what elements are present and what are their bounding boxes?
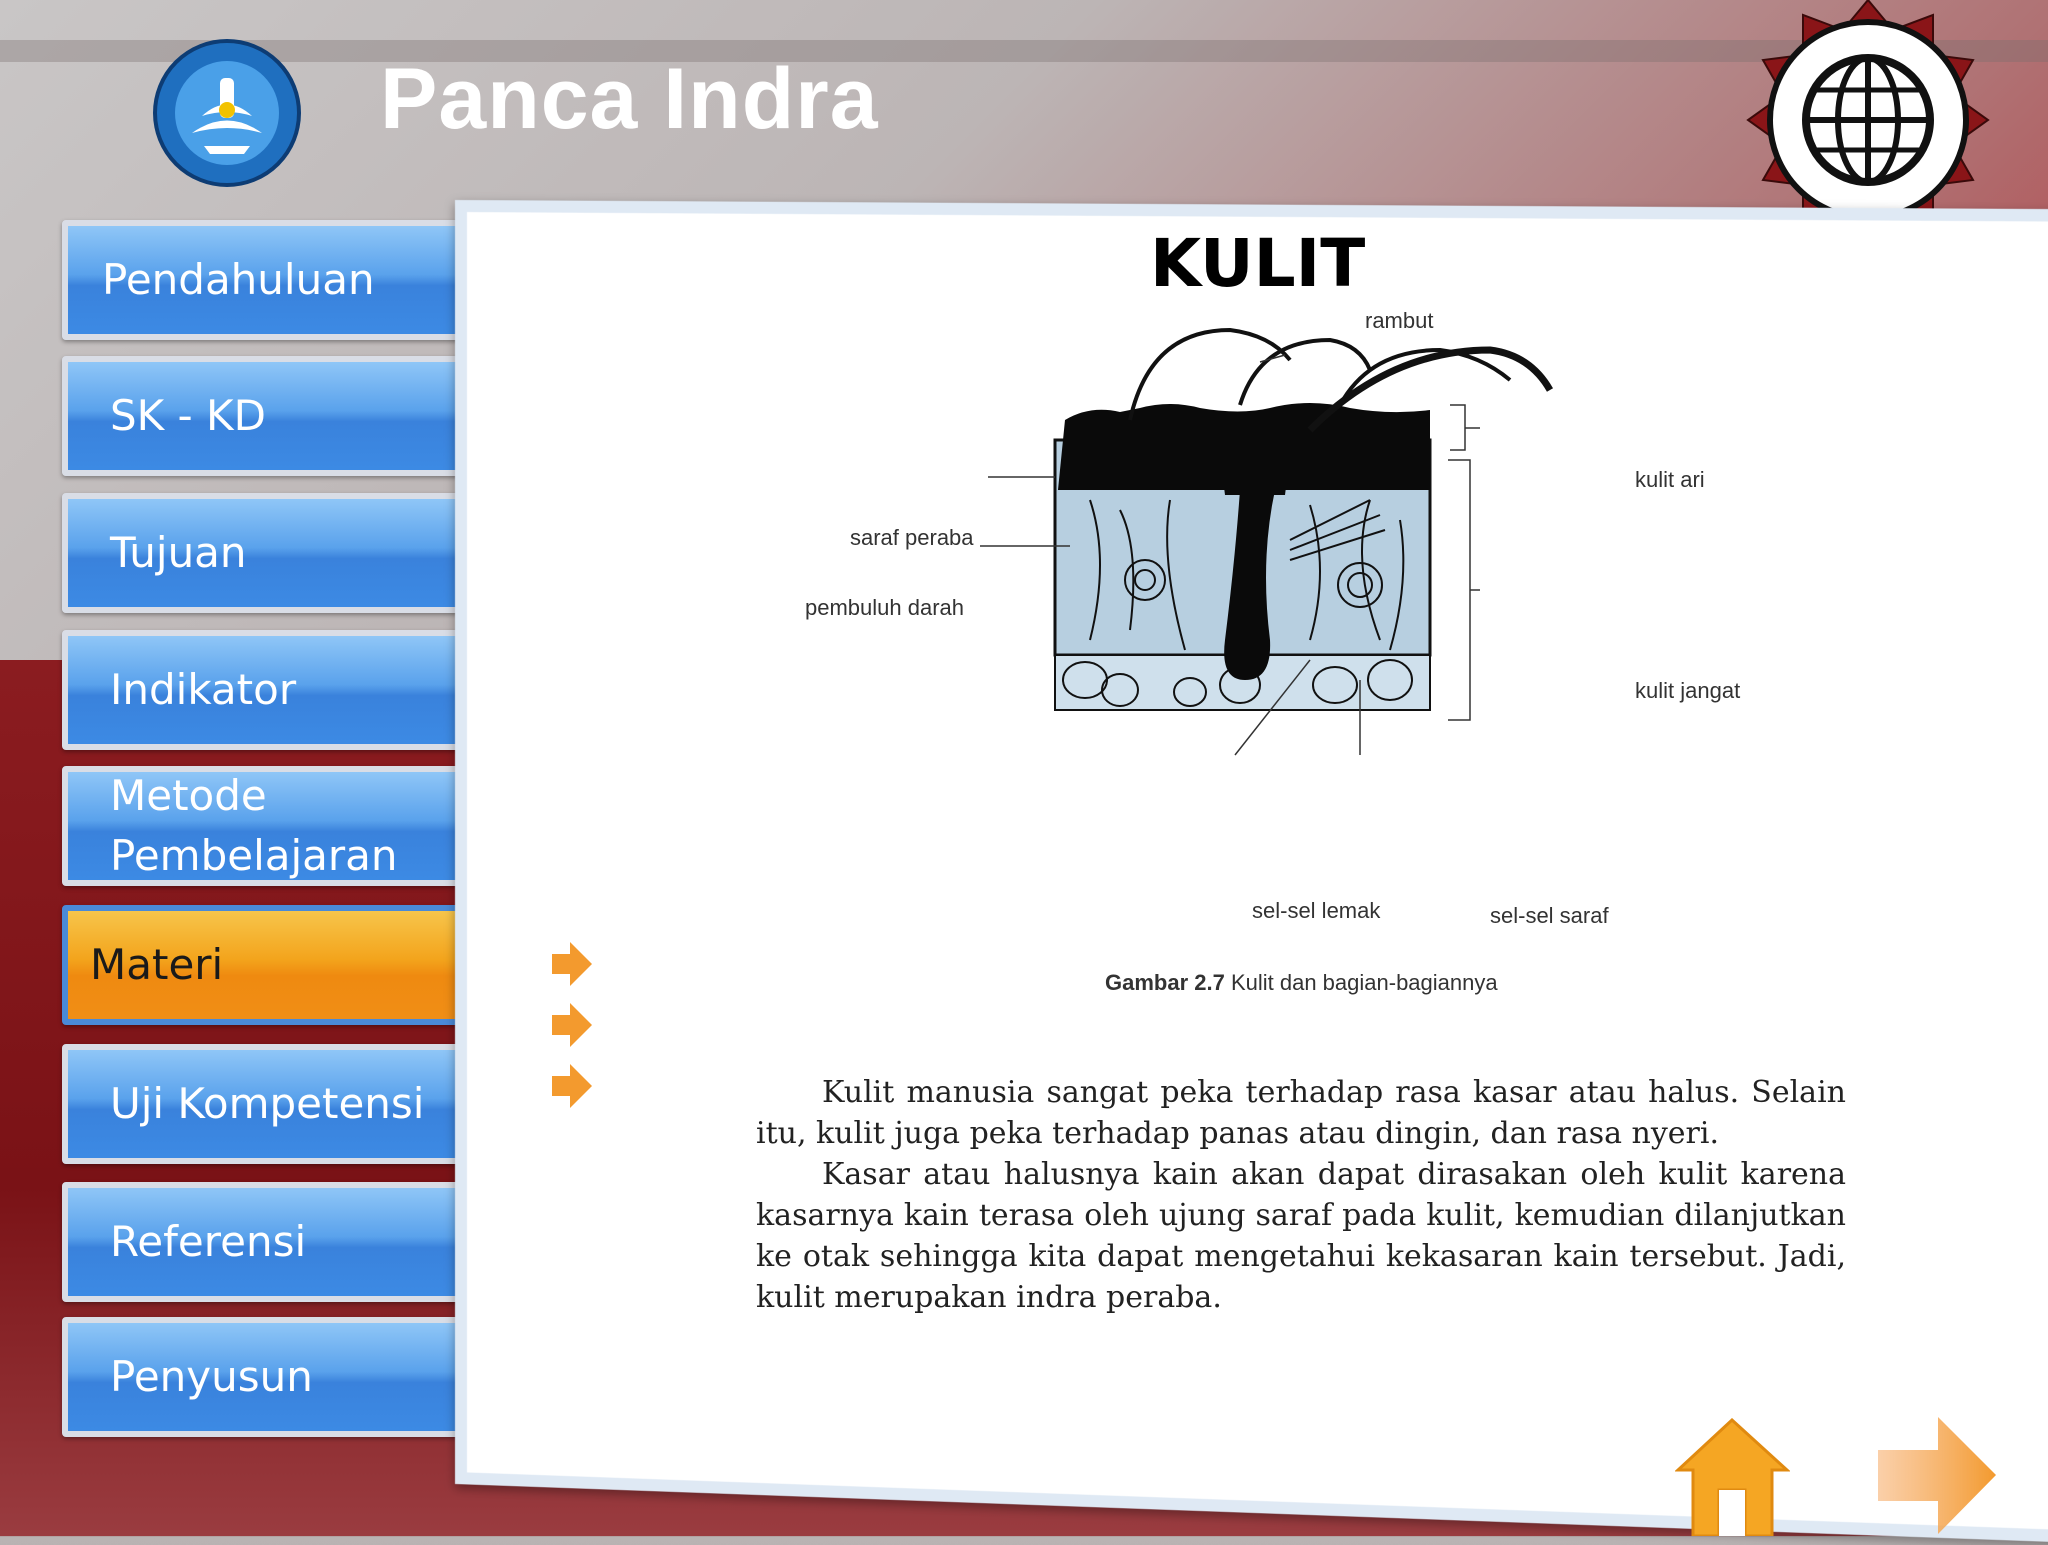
paragraph-2: Kasar atau halusnya kain akan dapat dirasakan oleh kulit karena kasarnya kain terasa oleh ujung saraf pada kulit, kemudian dilanjutkan ke otak sehingga kita dapat mengetahui kekasaran kain tersebut. Jadi, kulit merupakan indra peraba. bbox=[756, 1157, 1846, 1315]
label-pembuluh-darah: pembuluh darah bbox=[805, 595, 965, 620]
nav-item-penyusun[interactable] bbox=[62, 1317, 462, 1437]
nav-item-label: Indikator bbox=[110, 665, 297, 714]
caption-text: Kulit dan bagian-bagiannya bbox=[1224, 970, 1498, 995]
label-kulit-jangat: kulit jangat bbox=[1635, 678, 1741, 703]
page-title: Panca Indra bbox=[380, 51, 879, 147]
nav-item-referensi[interactable] bbox=[62, 1182, 462, 1302]
orange-arrow-icon bbox=[552, 940, 592, 988]
nav-item-tujuan[interactable] bbox=[62, 493, 462, 613]
nav-item-label: Referensi bbox=[110, 1217, 307, 1266]
orange-arrow-icon bbox=[552, 1062, 592, 1110]
label-sel-sel-saraf: sel-sel saraf bbox=[1490, 903, 1609, 928]
nav-item-label: Penyusun bbox=[110, 1352, 313, 1401]
nav-item-label: Uji Kompetensi bbox=[110, 1079, 425, 1128]
nav-item-label: Materi bbox=[90, 940, 224, 989]
nav-item-label: SK - KD bbox=[110, 391, 266, 440]
caption-number: Gambar 2.7 bbox=[1105, 970, 1225, 995]
nav-item-uji-kompetensi[interactable] bbox=[62, 1044, 462, 1164]
next-arrow-icon[interactable] bbox=[1878, 1415, 1998, 1536]
nav-item-materi[interactable] bbox=[62, 905, 462, 1025]
nav-item-label: Pendahuluan bbox=[102, 255, 375, 304]
nav-item-label: Metode Pembelajaran bbox=[110, 771, 398, 880]
nav-item-indikator[interactable] bbox=[62, 630, 462, 750]
orange-arrow-icon bbox=[552, 1001, 592, 1049]
body-text bbox=[756, 1072, 1846, 1318]
nav-item-sk-kd[interactable] bbox=[62, 356, 462, 476]
nav-item-pendahuluan[interactable] bbox=[62, 220, 462, 340]
tut-wuri-handayani-logo bbox=[152, 38, 302, 188]
label-sel-sel-lemak: sel-sel lemak bbox=[1252, 898, 1381, 923]
figure-caption bbox=[1105, 970, 1498, 996]
label-rambut: rambut bbox=[1365, 308, 1434, 333]
nav-item-metode-pembelajaran[interactable] bbox=[62, 766, 462, 886]
paragraph-1: Kulit manusia sangat peka terhadap rasa kasar atau halus. Selain itu, kulit juga peka terhadap panas atau dingin, dan rasa nyeri. bbox=[756, 1075, 1846, 1151]
home-icon[interactable] bbox=[1675, 1418, 1790, 1536]
label-saraf-peraba: saraf peraba bbox=[850, 525, 974, 550]
school-emblem-logo bbox=[1728, 0, 2008, 240]
content-heading: KULIT bbox=[1150, 225, 1366, 302]
nav-item-label: Tujuan bbox=[110, 528, 247, 577]
label-kulit-ari: kulit ari bbox=[1635, 467, 1705, 492]
